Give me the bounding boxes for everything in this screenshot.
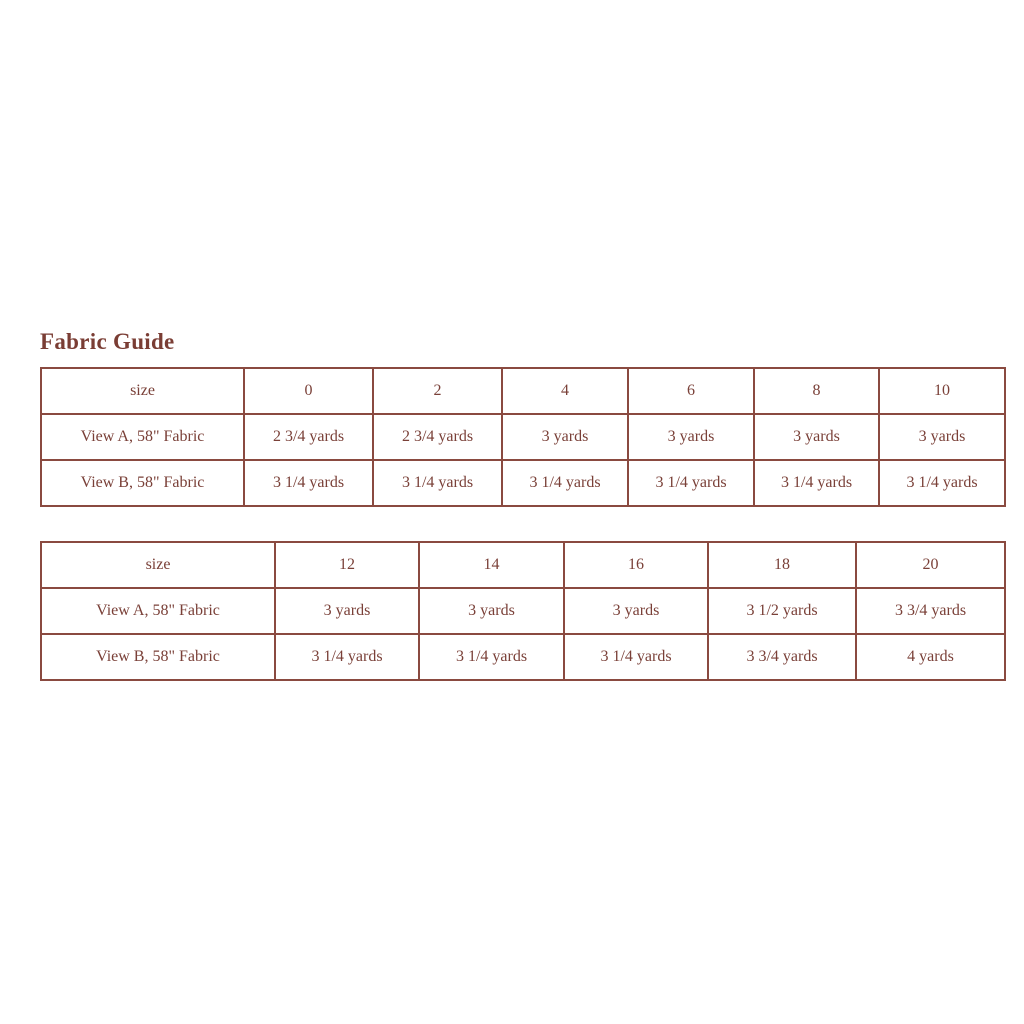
row-label-cell: View A, 58" Fabric — [41, 414, 244, 460]
table-cell: 3 1/2 yards — [708, 588, 856, 634]
header-cell: size — [41, 368, 244, 414]
header-cell: 2 — [373, 368, 502, 414]
fabric-table-sizes-0-10 — [40, 367, 1006, 507]
header-cell: 12 — [275, 542, 419, 588]
table-row — [41, 460, 1005, 506]
header-cell: 10 — [879, 368, 1005, 414]
table-header-row — [41, 542, 1005, 588]
header-cell: 8 — [754, 368, 879, 414]
header-cell: 16 — [564, 542, 708, 588]
table-cell: 3 1/4 yards — [419, 634, 564, 680]
table-cell: 3 1/4 yards — [502, 460, 628, 506]
header-cell: size — [41, 542, 275, 588]
table-cell: 3 yards — [879, 414, 1005, 460]
table-cell: 3 1/4 yards — [628, 460, 754, 506]
table-cell: 3 yards — [754, 414, 879, 460]
table-cell: 2 3/4 yards — [244, 414, 373, 460]
table-row — [41, 634, 1005, 680]
table-cell: 3 3/4 yards — [708, 634, 856, 680]
table-cell: 2 3/4 yards — [373, 414, 502, 460]
table-cell: 3 1/4 yards — [564, 634, 708, 680]
header-cell: 18 — [708, 542, 856, 588]
table-cell: 4 yards — [856, 634, 1005, 680]
row-label-cell: View B, 58" Fabric — [41, 460, 244, 506]
table-row — [41, 588, 1005, 634]
header-cell: 4 — [502, 368, 628, 414]
row-label-cell: View B, 58" Fabric — [41, 634, 275, 680]
table-cell: 3 yards — [419, 588, 564, 634]
table-cell: 3 1/4 yards — [373, 460, 502, 506]
header-cell: 6 — [628, 368, 754, 414]
header-cell: 0 — [244, 368, 373, 414]
table-header-row — [41, 368, 1005, 414]
table-cell: 3 yards — [275, 588, 419, 634]
table-cell: 3 yards — [564, 588, 708, 634]
table-cell: 3 1/4 yards — [275, 634, 419, 680]
table-cell: 3 yards — [628, 414, 754, 460]
row-label-cell: View A, 58" Fabric — [41, 588, 275, 634]
table-cell: 3 1/4 yards — [879, 460, 1005, 506]
table-cell: 3 3/4 yards — [856, 588, 1005, 634]
fabric-table-sizes-12-20 — [40, 541, 1006, 681]
table-cell: 3 1/4 yards — [244, 460, 373, 506]
header-cell: 14 — [419, 542, 564, 588]
page-title: Fabric Guide — [40, 329, 175, 354]
table-row — [41, 414, 1005, 460]
table-cell: 3 yards — [502, 414, 628, 460]
header-cell: 20 — [856, 542, 1005, 588]
table-cell: 3 1/4 yards — [754, 460, 879, 506]
